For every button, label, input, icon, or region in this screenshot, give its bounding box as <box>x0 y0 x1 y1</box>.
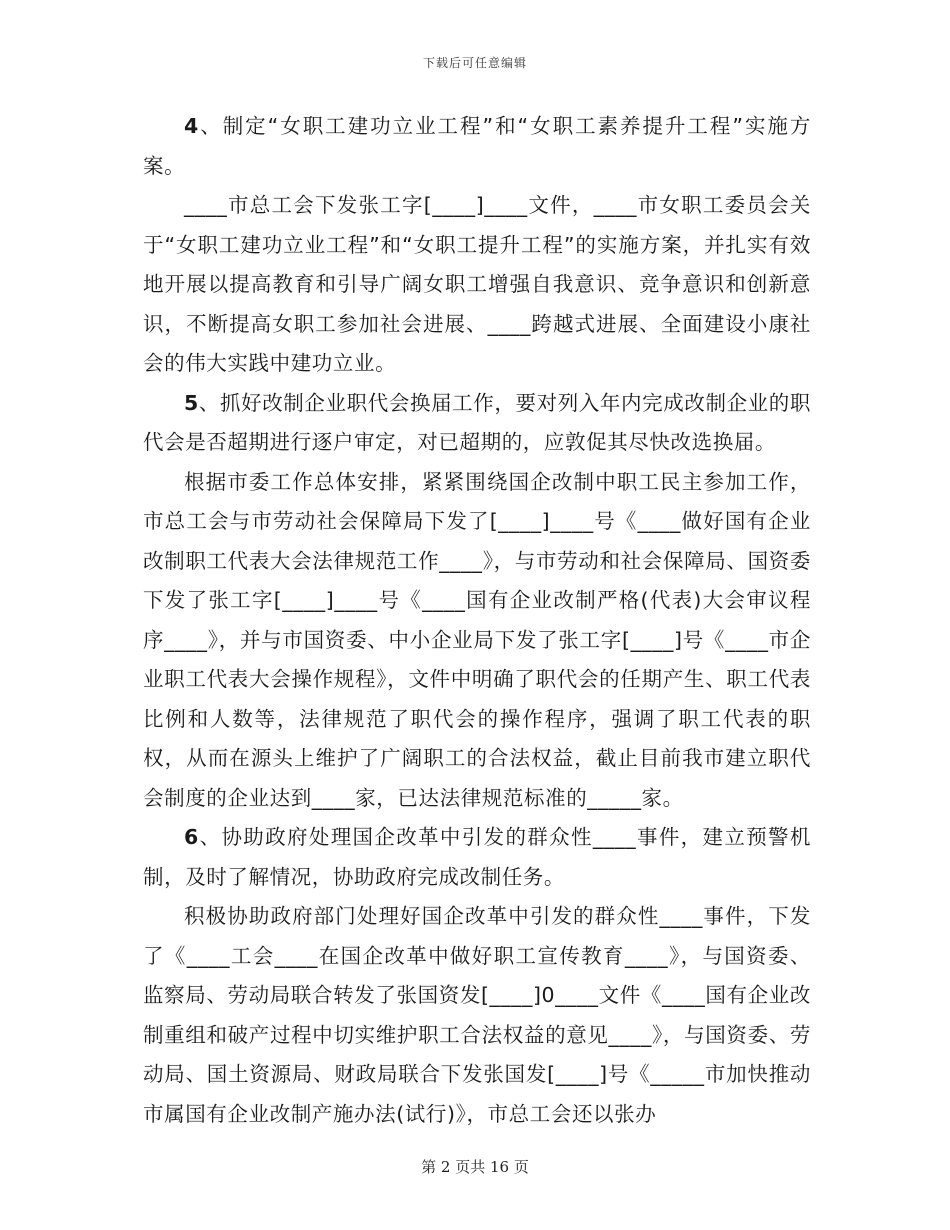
paragraph <box>143 107 811 186</box>
paragraph <box>143 818 811 897</box>
paragraph <box>143 384 811 463</box>
paragraph-text: ____市总工会下发张工字[____]____文件，____市女职工委员会关于“女职工建功立业工程”和“女职工提升工程”的实施方案，并扎实有效地开展以提高教育和引导广阔女职工增强自我意识、竞争意识和创新意识，不断提高女职工参加社会进展、____跨越式进展、全面建设小康社会的伟大实践中建功立业。 <box>143 193 811 375</box>
paragraph <box>143 463 811 819</box>
item-number: 4 <box>184 114 199 138</box>
paragraph-text: 积极协助政府部门处理好国企改革中引发的群众性____事件，下发了《____工会____在国企改革中做好职工宣传教育____》，与国资委、监察局、劳动局联合转发了张国资发[____]0____文件《____国有企业改制重组和破产过程中切实维护职工合法权益的意见____》，与国资委、劳动局、国土资源局、财政局联合下发张国发[____]号《_____市加快推动市属国有企业改制产施办法(试行)》，市总工会还以张办 <box>143 904 811 1126</box>
paragraph-text: 、抓好改制企业职代会换届工作，要对列入年内完成改制企业的职代会是否超期进行逐户审定，对已超期的，应敦促其尽快改选换届。 <box>143 390 811 454</box>
paragraph-text: 、制定“女职工建功立业工程”和“女职工素养提升工程”实施方案。 <box>143 114 811 178</box>
paragraph-text: 、协助政府处理国企改革中引发的群众性____事件，建立预警机制，及时了解情况，协助政府完成改制任务。 <box>143 825 811 889</box>
document-body <box>143 107 811 1134</box>
item-number: 6 <box>184 825 199 849</box>
paragraph <box>143 186 811 384</box>
paragraph-text: 根据市委工作总体安排，紧紧围绕国企改制中职工民主参加工作，市总工会与市劳动社会保障局下发了[____]____号《____做好国有企业改制职工代表大会法律规范工作____》，与市劳动和社会保障局、国资委下发了张工字[____]____号《____国有企业改制严格(代表)大会审议程序____》，并与市国资委、中小企业局下发了张工字[____]号《____市企业职工代表大会操作规程》，文件中明确了职代会的任期产生、职工代表比例和人数等，法律规范了职代会的操作程序，强调了职工代表的职权，从而在源头上维护了广阔职工的合法权益，截止目前我市建立职代会制度的企业达到____家，已达法律规范标准的_____家。 <box>143 469 811 810</box>
page-footer: 第 2 页共 16 页 <box>421 1158 529 1176</box>
paragraph <box>143 897 811 1134</box>
item-number: 5 <box>184 390 199 415</box>
page-header: 下载后可任意编辑 <box>422 56 527 70</box>
